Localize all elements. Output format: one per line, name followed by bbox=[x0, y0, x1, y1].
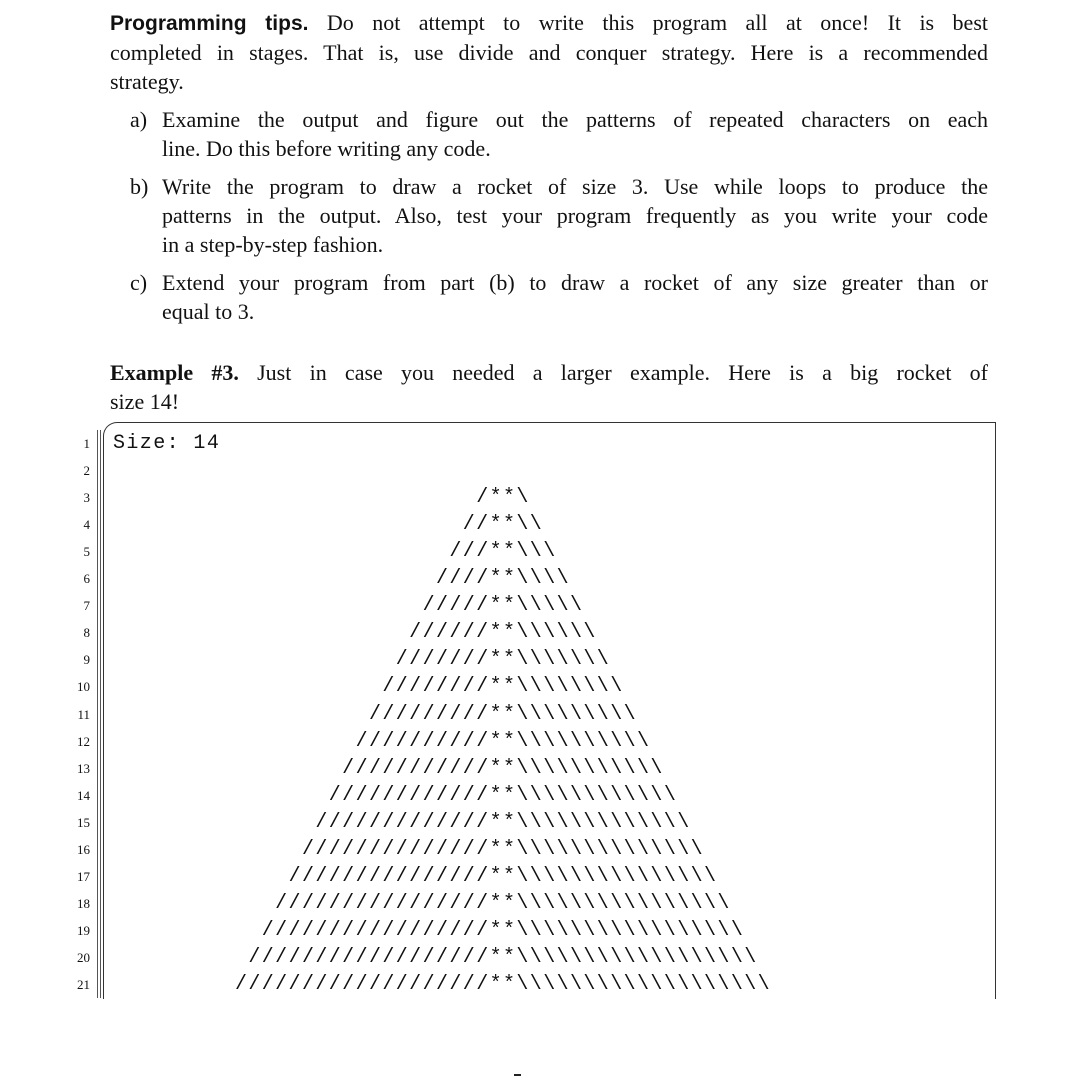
item-line: equal to 3. bbox=[162, 299, 255, 324]
example-heading: Example #3. bbox=[110, 360, 239, 385]
code-line-rocket: //////////**\\\\\\\\\\ bbox=[355, 729, 651, 753]
line-number: 13 bbox=[77, 760, 90, 776]
list-item-b bbox=[130, 172, 988, 259]
code-line-rocket: ////////**\\\\\\\\ bbox=[382, 675, 624, 699]
code-line-rocket: //////**\\\\\\ bbox=[409, 621, 597, 645]
item-line: Examine the output and figure out the patterns of repeated characters on each bbox=[162, 107, 988, 132]
code-line-rocket: /////////////**\\\\\\\\\\\\\ bbox=[315, 810, 691, 834]
line-number: 15 bbox=[77, 814, 90, 830]
item-label: c) bbox=[130, 270, 148, 295]
line-number: 11 bbox=[77, 706, 90, 722]
tips-heading: Programming tips. bbox=[110, 12, 309, 35]
code-line-rocket: /////////////////**\\\\\\\\\\\\\\\\\ bbox=[261, 918, 745, 942]
line-number: 21 bbox=[77, 977, 90, 992]
code-line-rocket: ///////////////**\\\\\\\\\\\\\\\ bbox=[288, 864, 718, 888]
item-label: b) bbox=[130, 174, 149, 199]
code-line-rocket: ///////**\\\\\\\ bbox=[395, 648, 611, 672]
code-line-rocket: ///**\\\ bbox=[449, 540, 557, 564]
item-line: Write the program to draw a rocket of size 3. Use while loops to produce the bbox=[162, 174, 988, 199]
line-number: 18 bbox=[77, 895, 90, 911]
code-line-rocket: //**\\ bbox=[462, 513, 544, 537]
code-line-rocket: ////////////**\\\\\\\\\\\\ bbox=[328, 783, 678, 807]
line-number: 5 bbox=[83, 544, 90, 560]
code-line-rocket: ////**\\\\ bbox=[435, 567, 571, 591]
code-line-rocket: ///////////////////**\\\\\\\\\\\\\\\\\\\ bbox=[234, 973, 772, 996]
code-line-rocket: /////////**\\\\\\\\\ bbox=[368, 702, 638, 726]
line-number: 3 bbox=[83, 490, 90, 506]
example-paragraph bbox=[110, 358, 988, 416]
line-number: 14 bbox=[77, 787, 90, 803]
code-line-rocket: /////**\\\\\ bbox=[422, 594, 584, 618]
item-line: in a step-by-step fashion. bbox=[162, 232, 384, 257]
line-number: 20 bbox=[77, 949, 90, 965]
line-number: 6 bbox=[83, 571, 90, 587]
line-number: 1 bbox=[83, 436, 90, 451]
code-line-rocket: //////////////////**\\\\\\\\\\\\\\\\\\ bbox=[248, 945, 758, 969]
line-number: 12 bbox=[77, 733, 90, 749]
item-line: patterns in the output. Also, test your program frequently as you write your code bbox=[162, 203, 988, 228]
code-line-rocket: ////////////////**\\\\\\\\\\\\\\\\ bbox=[275, 891, 731, 915]
code-line-rocket: ///////////**\\\\\\\\\\\ bbox=[342, 756, 664, 780]
line-number: 19 bbox=[77, 922, 90, 938]
line-number-gutter-divider bbox=[97, 430, 101, 998]
line-number: 17 bbox=[77, 868, 90, 884]
line-number: 2 bbox=[83, 463, 90, 479]
programming-tips-paragraph bbox=[110, 8, 988, 96]
code-line-rocket: //////////////**\\\\\\\\\\\\\\ bbox=[301, 837, 705, 861]
page-number-fragment bbox=[514, 1074, 521, 1076]
line-number: 4 bbox=[83, 517, 90, 533]
list-item-c bbox=[130, 268, 988, 326]
tips-line: completed in stages. That is, use divide and conquer strategy. Here is a recommended bbox=[110, 40, 988, 65]
example-line: size 14! bbox=[110, 389, 180, 414]
list-item-a bbox=[130, 105, 988, 163]
code-line-rocket bbox=[113, 457, 893, 484]
line-number: 8 bbox=[83, 625, 90, 641]
code-line-size: Size: 14 bbox=[113, 432, 221, 455]
line-number: 7 bbox=[83, 598, 90, 614]
item-line: line. Do this before writing any code. bbox=[162, 136, 491, 161]
line-number: 9 bbox=[83, 652, 90, 668]
line-number: 10 bbox=[77, 679, 90, 695]
item-line: Extend your program from part (b) to draw a rocket of any size greater than or bbox=[162, 270, 988, 295]
tips-line: Do not attempt to write this program all at once! It is best bbox=[308, 10, 988, 35]
example-line: Just in case you needed a larger example. Here is a big rocket of bbox=[238, 360, 988, 385]
item-label: a) bbox=[130, 107, 148, 132]
code-line-rocket: /**\ bbox=[476, 486, 530, 510]
tips-line: strategy. bbox=[110, 69, 184, 94]
line-number: 16 bbox=[77, 841, 90, 857]
